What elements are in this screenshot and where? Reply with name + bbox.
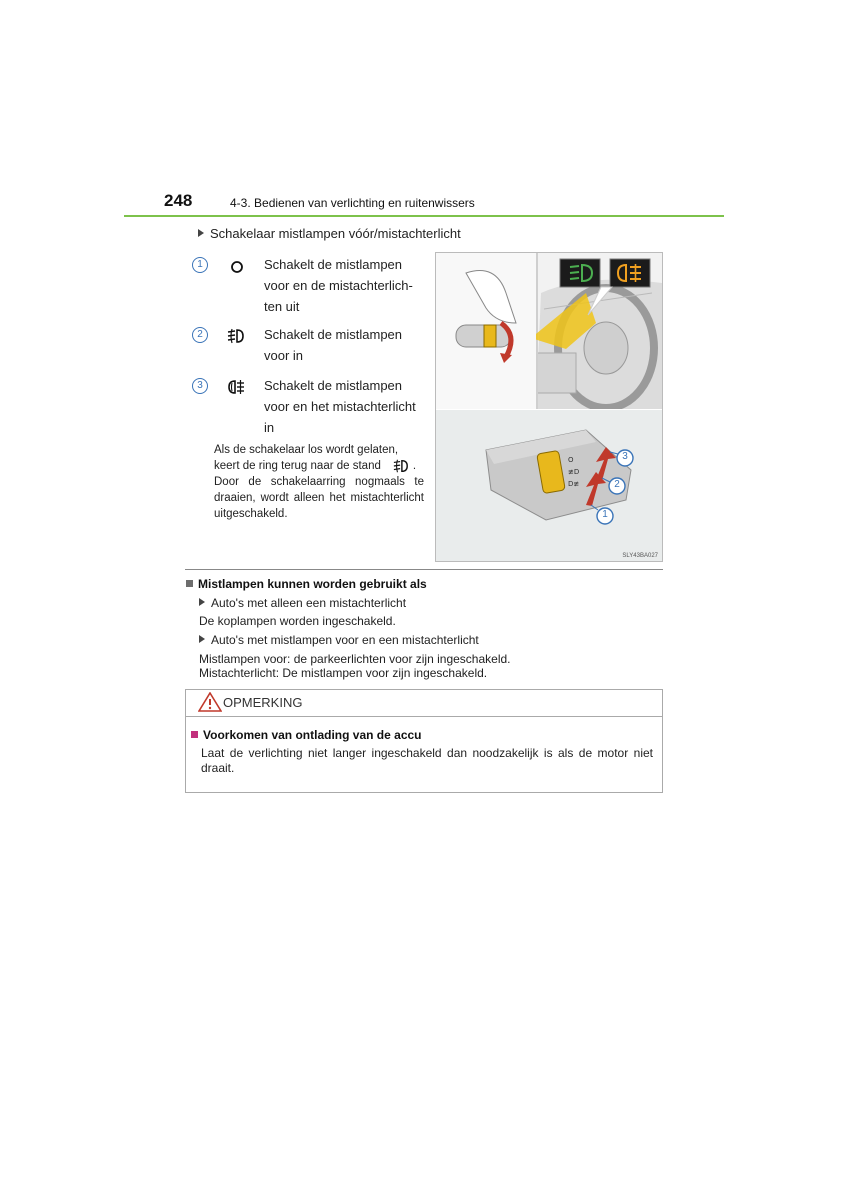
usage-sub-2 xyxy=(199,633,479,647)
figure-callout-1: 1 xyxy=(602,509,608,520)
switch-section-title xyxy=(198,226,461,241)
svg-text:O: O xyxy=(568,456,574,464)
item-1-line-1: Schakelt de mistlampen xyxy=(264,257,403,272)
usage-section-title xyxy=(186,577,427,591)
usage-sub-2-body-1: Mistlampen voor: de parkeerlichten voor zijn ingeschakeld. xyxy=(199,652,511,666)
usage-sub-1 xyxy=(199,596,406,610)
item-3-line-3: in xyxy=(264,420,275,435)
item-1-line-3: ten uit xyxy=(264,299,300,314)
square-bullet-icon xyxy=(186,580,193,587)
note-line-2-end: . xyxy=(412,460,417,473)
callout-2: 2 xyxy=(192,327,208,343)
front-fog-lamp-icon xyxy=(226,327,246,345)
svg-text:D≢: D≢ xyxy=(568,480,580,488)
notice-header xyxy=(186,690,662,717)
figure-callout-3: 3 xyxy=(622,451,628,462)
header-divider xyxy=(124,215,724,217)
dashboard-illustration xyxy=(436,253,662,409)
section-title: 4-3. Bedienen van verlichting en ruitenwissers xyxy=(230,196,475,210)
item-2-line-1: Schakelt de mistlampen xyxy=(264,327,403,342)
note-line-2 xyxy=(214,458,424,474)
warning-triangle-icon xyxy=(198,692,222,712)
callout-1: 1 xyxy=(192,257,208,273)
usage-sub-2-body-2: Mistachterlicht: De mistlampen voor zijn ingeschakeld. xyxy=(199,666,488,680)
notice-box xyxy=(185,689,663,793)
usage-sub-2-text: Auto's met mistlampen voor en een mistachterlicht xyxy=(211,633,479,647)
arrow-bullet-icon xyxy=(198,229,204,237)
square-bullet-icon xyxy=(191,731,198,738)
usage-section-title-text: Mistlampen kunnen worden gebruikt als xyxy=(198,577,427,591)
usage-sub-1-text: Auto's met alleen een mistachterlicht xyxy=(211,596,407,610)
item-1-line-2: voor en de mistachterlich- xyxy=(264,278,413,293)
item-3-line-2: voor en het mistachterlicht xyxy=(264,399,416,414)
arrow-bullet-icon xyxy=(199,635,205,643)
callout-3: 3 xyxy=(192,378,208,394)
note-line-1: Als de schakelaar los wordt gelaten, xyxy=(214,444,399,456)
page-number: 248 xyxy=(164,191,193,210)
switch-section-title-text: Schakelaar mistlampen vóór/mistachterlicht xyxy=(210,226,461,241)
off-circle-icon xyxy=(227,258,247,276)
figure-code: SLY43BA027 xyxy=(622,553,658,559)
note-line-2-text: keert de ring terug naar de stand xyxy=(214,460,381,473)
notice-subtitle xyxy=(191,728,422,742)
item-1-text xyxy=(264,254,413,317)
lever-closeup-illustration xyxy=(436,410,662,561)
notice-title: OPMERKING xyxy=(223,695,303,710)
usage-sub-1-body: De koplampen worden ingeschakeld. xyxy=(199,614,396,628)
figure-callout-2: 2 xyxy=(614,479,620,490)
note-rest: Door de schakelaarring nogmaals te draaien, wordt alleen het mistachterlicht uitgeschakeld. xyxy=(214,476,424,521)
arrow-bullet-icon xyxy=(199,598,205,606)
item-2-line-2: voor in xyxy=(264,348,304,363)
notice-subtitle-text: Voorkomen van ontlading van de accu xyxy=(203,728,422,742)
rear-fog-lamp-icon xyxy=(226,378,246,396)
item-3-text xyxy=(264,375,416,438)
switch-note xyxy=(214,442,424,522)
front-fog-lamp-icon xyxy=(391,458,411,474)
section-divider xyxy=(185,569,663,570)
item-3-line-1: Schakelt de mistlampen xyxy=(264,378,403,393)
svg-text:≢D: ≢D xyxy=(568,468,580,476)
switch-illustration xyxy=(435,252,663,562)
notice-text: Laat de verlichting niet langer ingeschakeld dan noodzakelijk is als de motor niet draait. xyxy=(201,746,653,775)
item-2-text xyxy=(264,324,402,366)
